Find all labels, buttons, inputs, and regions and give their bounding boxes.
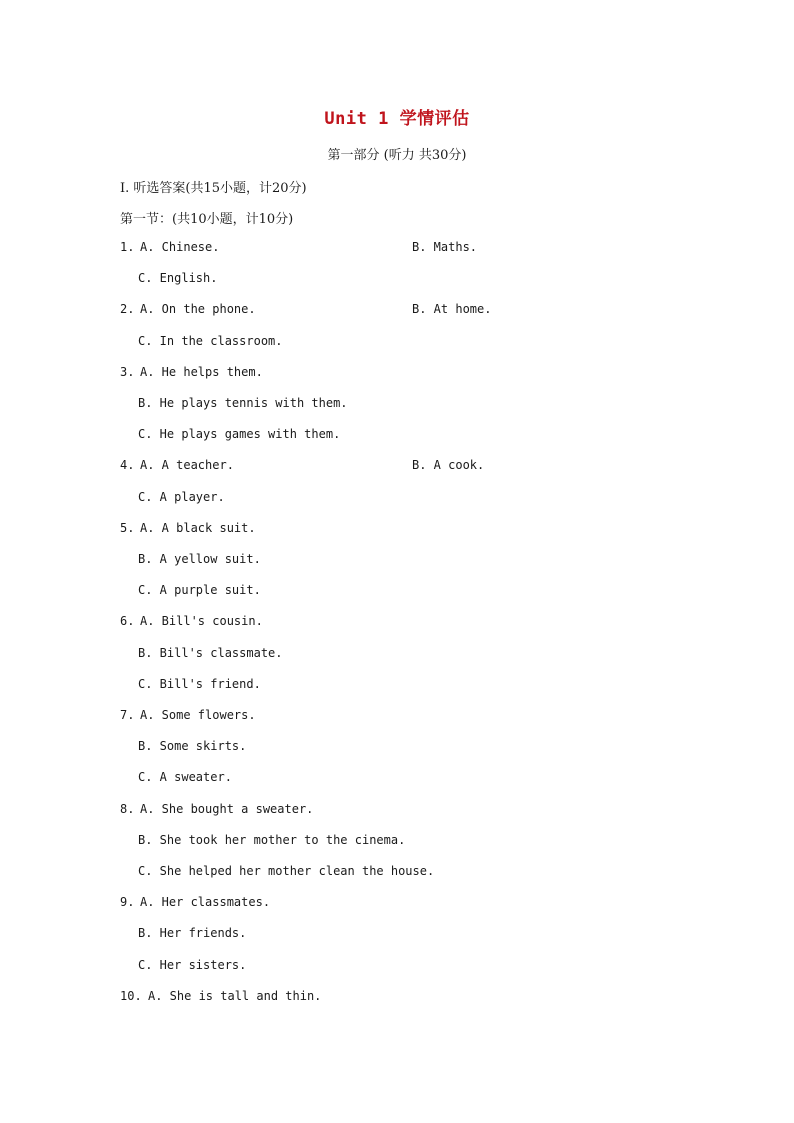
option-b: B. Bill's classmate.	[138, 646, 283, 660]
option-b: B. She took her mother to the cinema.	[138, 833, 406, 847]
option-a: A. She bought a sweater.	[140, 802, 314, 816]
question-number: 3.	[120, 365, 135, 379]
page-subtitle: 第一部分 (听力 共30分)	[327, 148, 467, 163]
option-c: C. A player.	[138, 490, 225, 504]
option-b: B. Some skirts.	[138, 739, 247, 753]
option-c: C. A purple suit.	[138, 583, 261, 597]
option-b: B. Her friends.	[138, 926, 247, 940]
question-number: 9.	[120, 895, 135, 909]
option-a: A. On the phone.	[140, 302, 256, 316]
option-b: B. A cook.	[412, 458, 485, 472]
question-number: 2.	[120, 302, 135, 316]
option-b: B. He plays tennis with them.	[138, 396, 348, 410]
option-c: C. He plays games with them.	[138, 427, 341, 441]
part-heading: Ⅰ. 听选答案(共15小题，计20分)	[120, 181, 307, 196]
section-heading: 第一节：(共10小题，计10分)	[120, 212, 294, 227]
option-b: B. Maths.	[412, 240, 478, 254]
option-a: A. Her classmates.	[140, 895, 271, 909]
option-a: A. A black suit.	[140, 521, 256, 535]
option-c: C. English.	[138, 271, 218, 285]
question-number: 5.	[120, 521, 135, 535]
question-number: 6.	[120, 614, 135, 628]
question-number: 4.	[120, 458, 135, 472]
option-c: C. A sweater.	[138, 770, 232, 784]
option-c: C. Bill's friend.	[138, 677, 261, 691]
option-b: B. A yellow suit.	[138, 552, 261, 566]
option-a: A. She is tall and thin.	[148, 989, 322, 1003]
option-c: C. In the classroom.	[138, 334, 283, 348]
page-title: Unit 1 学情评估	[324, 109, 470, 129]
question-number: 1.	[120, 240, 135, 254]
option-a: A. A teacher.	[140, 458, 234, 472]
option-a: A. Chinese.	[140, 240, 220, 254]
option-a: A. Some flowers.	[140, 708, 256, 722]
question-number: 10.	[120, 989, 142, 1003]
option-a: A. He helps them.	[140, 365, 263, 379]
question-number: 8.	[120, 802, 135, 816]
option-c: C. She helped her mother clean the house.	[138, 864, 435, 878]
option-a: A. Bill's cousin.	[140, 614, 263, 628]
option-b: B. At home.	[412, 302, 492, 316]
question-number: 7.	[120, 708, 135, 722]
option-c: C. Her sisters.	[138, 958, 247, 972]
